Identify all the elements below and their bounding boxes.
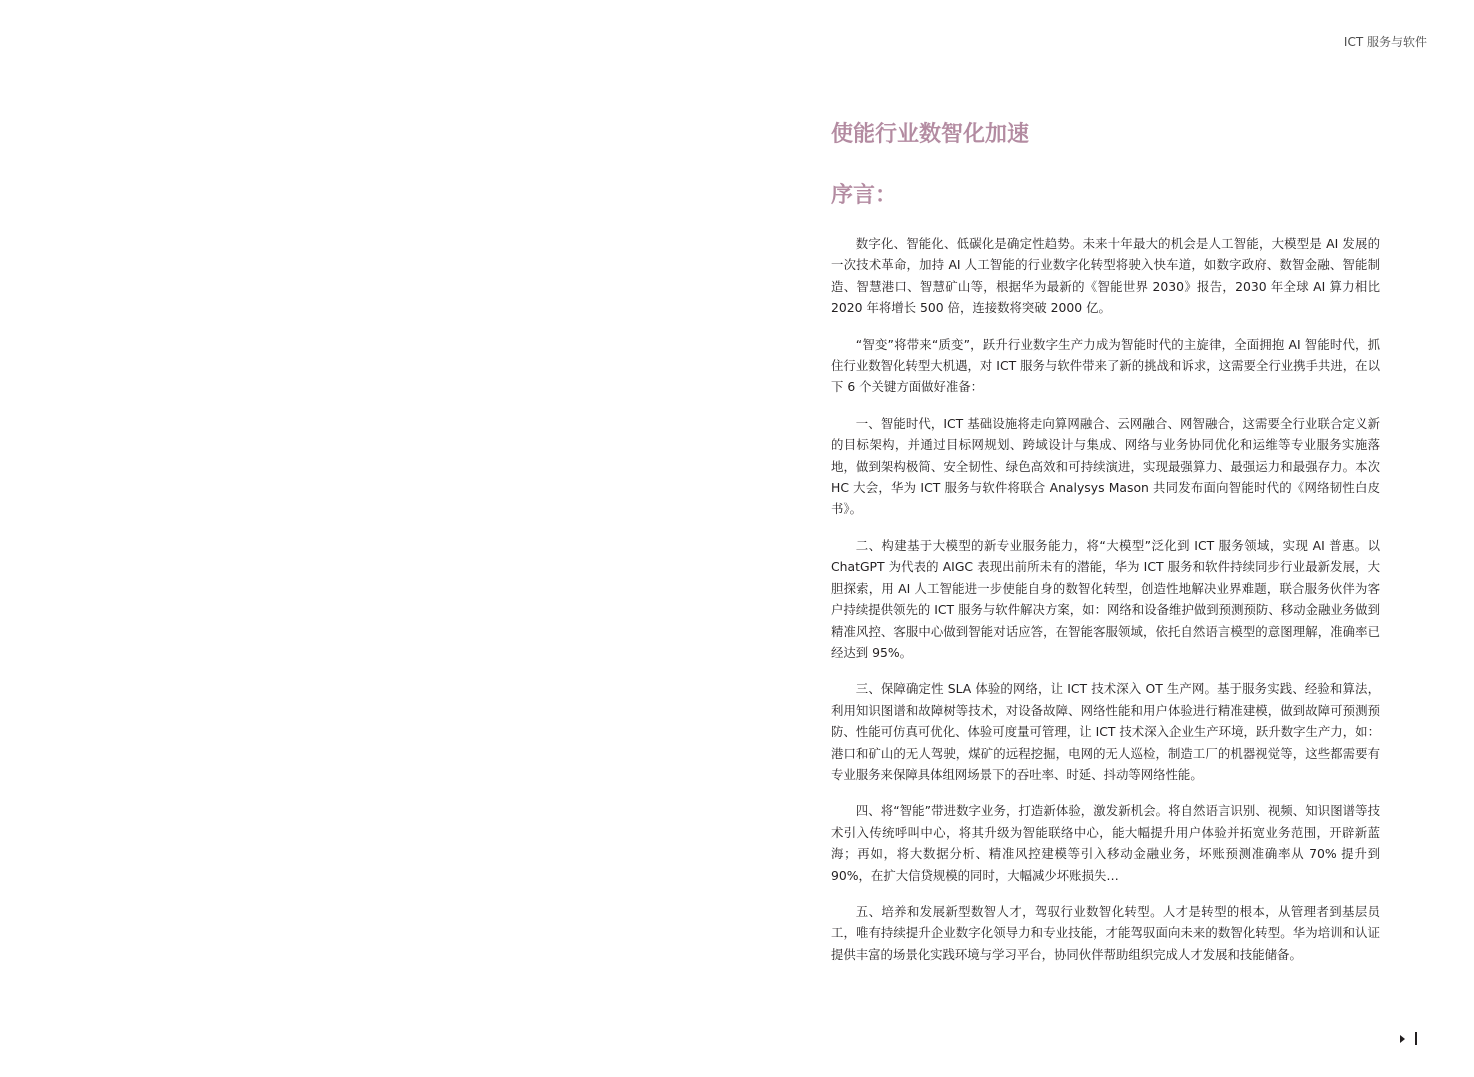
article-body — [831, 233, 1380, 965]
paragraph-point-4: 四、将“智能”带进数字业务，打造新体验，激发新机会。将自然语言识别、视频、知识图谱等技术引入传统呼叫中心，将其升级为智能联络中心，能大幅提升用户体验并拓宽业务范围，开辟新蓝海；再如，将大数据分析、精准风控建模等引入移动金融业务，坏账预测准确率从 70% 提升到 90%，在扩大信贷规模的同时，大幅减少坏账损失… — [831, 803, 1380, 883]
paragraph-point-5: 五、培养和发展新型数智人才，驾驭行业数智化转型。人才是转型的根本，从管理者到基层员工，唯有持续提升企业数字化领导力和专业技能，才能驾驭面向未来的数智化转型。华为培训和认证提供丰富的场景化实践环境与学习平台，协同伙伴帮助组织完成人才发展和技能储备。 — [831, 903, 1380, 962]
paragraph-transformation: “智变”将带来“质变”，跃升行业数字生产力成为智能时代的主旋律，全面拥抱 AI 智能时代，抓住行业数智化转型大机遇，对 ICT 服务与软件带来了新的挑战和诉求，这需要全行业携手共进，在以下 6 个关键方面做好准备： — [831, 336, 1380, 395]
section-header-label: ICT 服务与软件 — [1343, 35, 1427, 49]
paragraph-point-3: 三、保障确定性 SLA 体验的网络，让 ICT 技术深入 OT 生产网。基于服务实践、经验和算法，利用知识图谱和故障树等技术，对设备故障、网络性能和用户体验进行精准建模，做到故障可预测预防、性能可仿真可优化、体验可度量可管理，让 ICT 技术深入企业生产环境，跃升数字生产力，如：港口和矿山的无人驾驶，煤矿的远程挖掘，电网的无人巡检，制造工厂的机器视觉等，这些都需要有专业服务来保障具体组网场景下的吞吐率、时延、抖动等网络性能。 — [831, 681, 1380, 782]
preface-heading: 序言： — [831, 183, 898, 208]
triangle-right-icon — [1400, 1035, 1405, 1043]
paragraph-point-1: 一、智能时代，ICT 基础设施将走向算网融合、云网融合、网智融合，这需要全行业联合定义新的目标架构，并通过目标网规划、跨域设计与集成、网络与业务协同优化和运维等专业服务实施落地，做到架构极简、安全韧性、绿色高效和可持续演进，实现最强算力、最强运力和最强存力。本次 HC 大会，华为 ICT 服务与软件将联合 Analysys Mason 共同发布面向智能时代的《网络韧性白皮书》。 — [831, 415, 1380, 517]
vertical-bar-icon — [1415, 1032, 1417, 1045]
paragraph-intro: 数字化、智能化、低碳化是确定性趋势。未来十年最大的机会是人工智能，大模型是 AI 发展的一次技术革命，加持 AI 人工智能的行业数字化转型将驶入快车道，如数字政府、数智金融、智能制造、智慧港口、智慧矿山等，根据华为最新的《智能世界 2030》报告，2030 年全球 AI 算力相比 2020 年将增长 500 倍，连接数将突破 2000 亿。 — [831, 236, 1380, 316]
paragraph-point-2: 二、构建基于大模型的新专业服务能力，将“大模型”泛化到 ICT 服务领域，实现 AI 普惠。以 ChatGPT 为代表的 AIGC 表现出前所未有的潜能，华为 ICT 服务和软件持续同步行业最新发展，大胆探索，用 AI 人工智能进一步使能自身的数智化转型，创造性地解决业界难题，联合服务伙伴为客户持续提供领先的 ICT 服务与软件解决方案，如：网络和设备维护做到预测预防、移动金融业务做到精准风控、客服中心做到智能对话应答，在智能客服领域，依托自然语言模型的意图理解，准确率已经达到 95%。 — [831, 537, 1380, 660]
page-footer-marker — [1400, 1032, 1417, 1045]
article-title: 使能行业数智化加速 — [831, 122, 1030, 147]
article — [831, 118, 1380, 980]
